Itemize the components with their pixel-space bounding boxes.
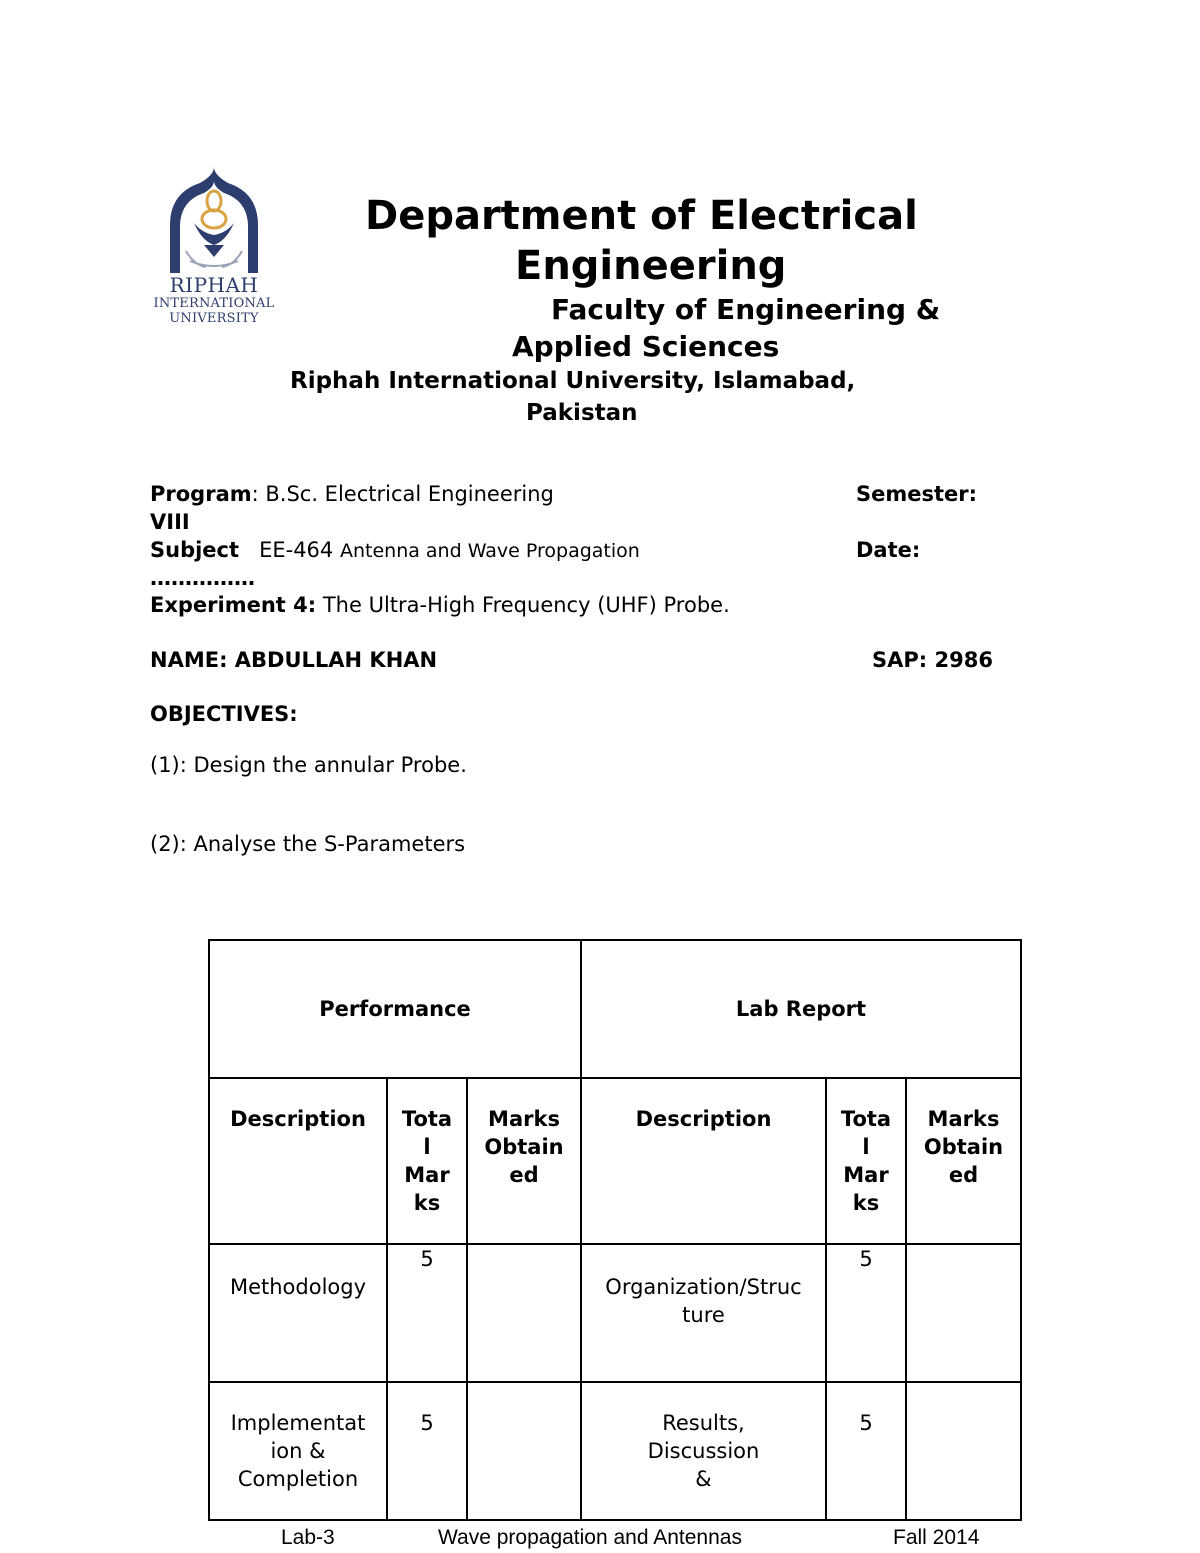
experiment-label: Experiment 4: [150, 593, 317, 617]
table-group-header-row [209, 940, 1021, 1078]
criterion-line: Discussion [647, 1439, 760, 1463]
criterion-line: Completion [237, 1467, 359, 1491]
header-line: ks [852, 1191, 880, 1215]
crest-icon [150, 165, 278, 275]
header-line: ks [413, 1191, 441, 1215]
objective-item-1: (1): Design the annular Probe. [150, 753, 467, 777]
criterion-line: Results, [662, 1411, 745, 1435]
perf-marks-obtained-header [467, 1078, 581, 1244]
university-line1: Riphah International University, Islamabad, [290, 368, 856, 394]
faculty-title-line2: Applied Sciences [512, 330, 780, 363]
perf-total-marks-header [387, 1078, 467, 1244]
lab-description-header: Description [581, 1078, 826, 1244]
date-value: …………… [150, 566, 255, 590]
header-line: l [423, 1135, 431, 1159]
subject-code: EE-464 [259, 538, 334, 562]
objectives-title: OBJECTIVES: [150, 702, 298, 726]
lab-criterion [581, 1382, 826, 1520]
logo-name: RIPHAH [169, 273, 259, 297]
department-title-line2: Engineering [515, 243, 787, 289]
performance-header: Performance [209, 940, 581, 1078]
header-line: ed [509, 1163, 539, 1187]
date-label: Date: [856, 538, 921, 562]
objective-item-2: (2): Analyse the S-Parameters [150, 832, 466, 856]
perf-obtained-cell[interactable] [467, 1244, 581, 1382]
sap-number: SAP: 2986 [872, 648, 993, 672]
lab-total-marks-header [826, 1078, 906, 1244]
table-row [209, 1382, 1021, 1520]
university-logo [150, 165, 278, 335]
criterion-line: Methodology [229, 1275, 367, 1299]
lab-report-header: Lab Report [581, 940, 1021, 1078]
program-label: Program [150, 482, 252, 506]
lab-total-cell: 5 [826, 1382, 906, 1520]
lab-obtained-cell[interactable] [906, 1244, 1021, 1382]
perf-criterion [209, 1382, 387, 1520]
header-line: Tota [840, 1107, 892, 1131]
table-row [209, 1244, 1021, 1382]
faculty-title-line1: Faculty of Engineering & [551, 293, 941, 326]
header-line: l [862, 1135, 870, 1159]
criterion-line: ion & [270, 1439, 326, 1463]
lab-marks-obtained-header [906, 1078, 1021, 1244]
perf-total-cell: 5 [387, 1244, 467, 1382]
header-line: Marks [927, 1107, 1000, 1131]
criterion-line: & [695, 1467, 712, 1491]
subject-name: Antenna and Wave Propagation [339, 540, 640, 562]
header-line: Mar [404, 1163, 450, 1187]
header-line: Obtain [484, 1135, 564, 1159]
subject-line [150, 537, 640, 565]
criterion-line: ture [682, 1303, 725, 1327]
marks-table [208, 939, 1022, 1521]
logo-subtitle-2: UNIVERSITY [169, 311, 259, 326]
logo-subtitle-1: INTERNATIONAL [153, 296, 275, 311]
experiment-value: The Ultra-High Frequency (UHF) Probe. [322, 593, 730, 617]
subject-label: Subject [150, 538, 240, 562]
header-line: Tota [401, 1107, 453, 1131]
lab-obtained-cell[interactable] [906, 1382, 1021, 1520]
student-name: NAME: ABDULLAH KHAN [150, 648, 438, 672]
university-line2: Pakistan [526, 400, 638, 426]
department-title-line1: Department of Electrical [365, 193, 918, 239]
semester-value: VIII [150, 510, 190, 534]
header-line: Mar [843, 1163, 889, 1187]
program-value: : B.Sc. Electrical Engineering [251, 482, 554, 506]
semester-label: Semester: [856, 482, 978, 506]
header-line: Obtain [923, 1135, 1004, 1159]
perf-description-header: Description [209, 1078, 387, 1244]
lab-criterion [581, 1244, 826, 1382]
criterion-line: Implementat [230, 1411, 366, 1435]
footer-lab: Lab-3 [281, 1526, 335, 1549]
lab-total-cell: 5 [826, 1244, 906, 1382]
program-line [150, 481, 554, 508]
experiment-line [150, 592, 730, 619]
footer-term: Fall 2014 [893, 1526, 980, 1549]
table-column-header-row [209, 1078, 1021, 1244]
header-line: Marks [488, 1107, 560, 1131]
perf-obtained-cell[interactable] [467, 1382, 581, 1520]
header-line: ed [948, 1163, 979, 1187]
criterion-line: Organization/Struc [605, 1275, 802, 1299]
footer-course: Wave propagation and Antennas [438, 1526, 742, 1549]
perf-criterion [209, 1244, 387, 1382]
perf-total-cell: 5 [387, 1382, 467, 1520]
